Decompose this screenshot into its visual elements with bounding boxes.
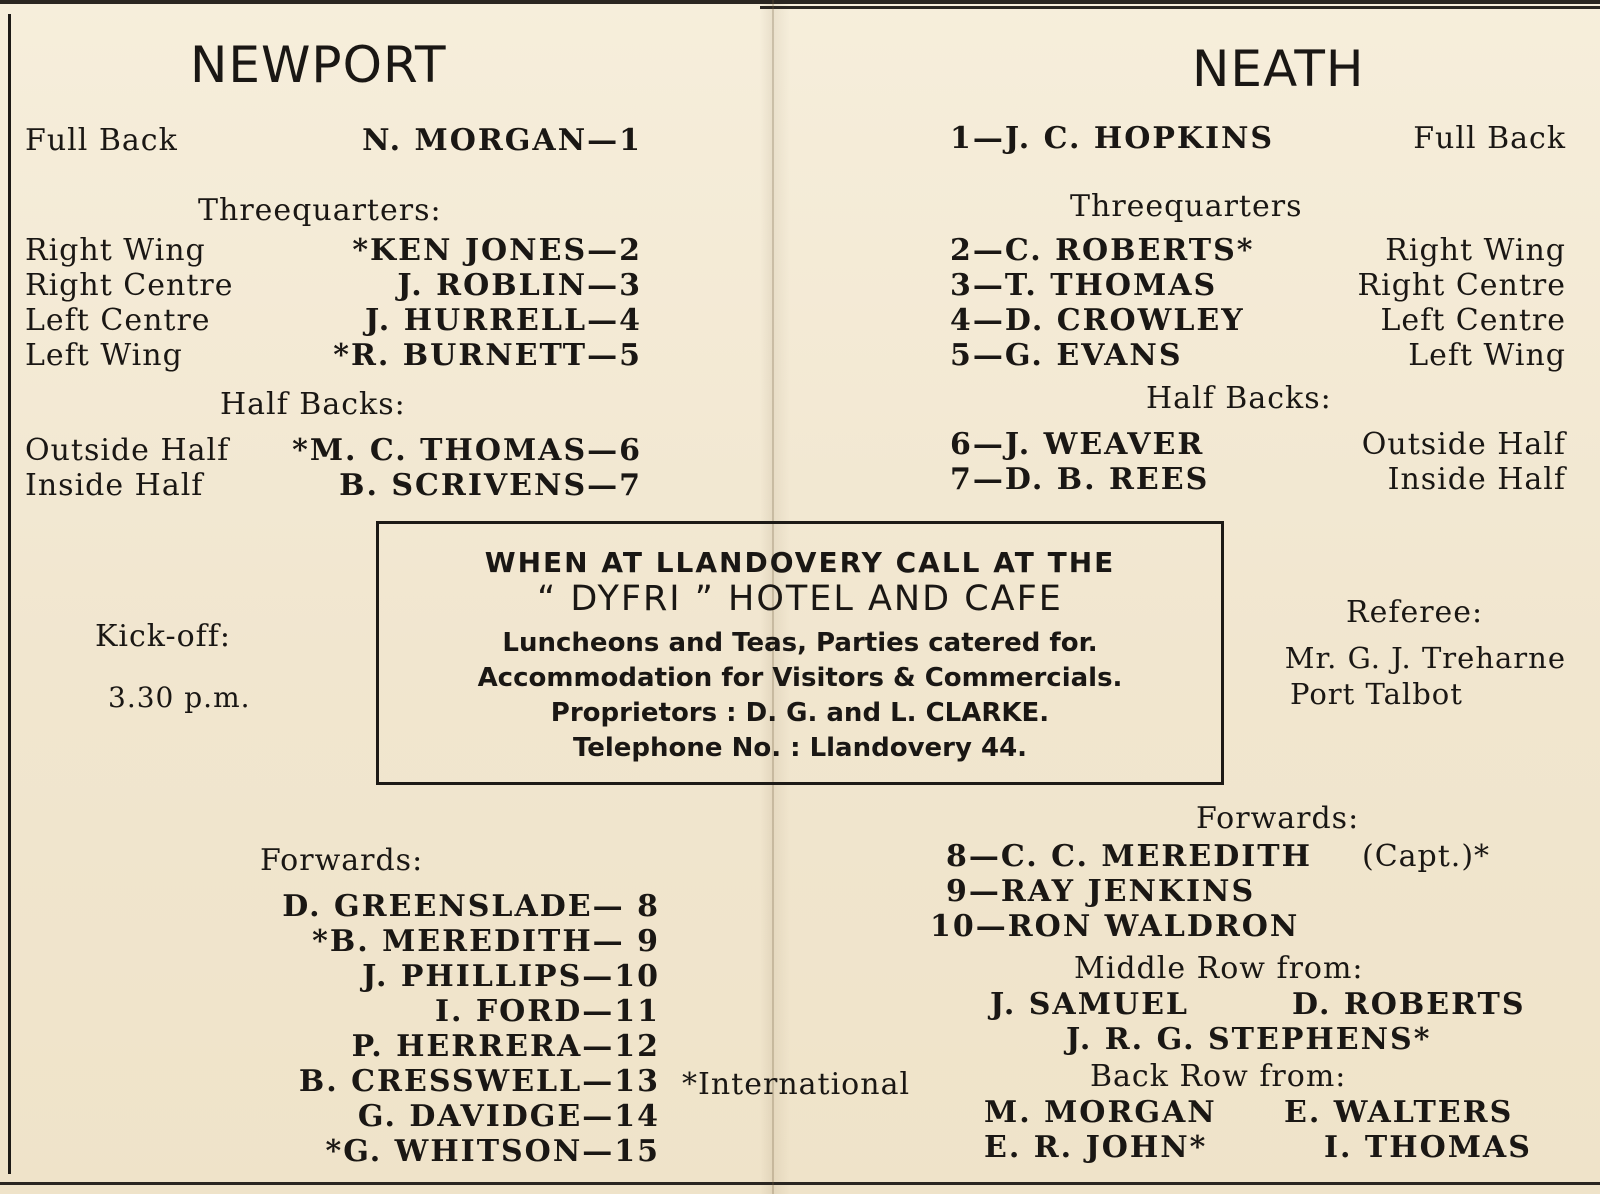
advert-line: Telephone No. : Llandovery 44.: [572, 733, 1028, 763]
away-player-name: 6—J. WEAVER: [950, 427, 1205, 462]
international-footnote: *International: [682, 1067, 911, 1102]
back-row-heading: Back Row from:: [1090, 1059, 1347, 1094]
away-player-name: 2—C. ROBERTS*: [950, 233, 1255, 268]
top-rule: [0, 0, 1600, 4]
away-forward: I. THOMAS: [1324, 1130, 1532, 1165]
advert-hotel-name: “ DYFRI ” HOTEL AND CAFE: [537, 579, 1063, 619]
advert-line: Luncheons and Teas, Parties catered for.: [502, 628, 1098, 658]
home-team-title: NEWPORT: [190, 36, 447, 94]
home-position-label: Outside Half: [25, 433, 230, 468]
away-forward: J. SAMUEL: [990, 987, 1190, 1022]
away-forward: 8—C. C. MEREDITH: [946, 839, 1312, 874]
home-threequarters-heading: Threequarters:: [198, 193, 442, 228]
home-forward: *G. WHITSON—15: [325, 1134, 660, 1169]
left-rule: [8, 14, 11, 1174]
home-position-label: Right Wing: [25, 233, 206, 268]
home-player-name: J. ROBLIN—3: [397, 268, 642, 303]
away-position-label: Right Wing: [1385, 233, 1566, 268]
away-position-label: Left Wing: [1408, 338, 1566, 373]
away-forwards-heading: Forwards:: [1196, 801, 1360, 836]
referee-label: Referee:: [1346, 595, 1484, 630]
kickoff-time: 3.30 p.m.: [108, 681, 251, 714]
home-player-name: *KEN JONES—2: [352, 233, 642, 268]
away-fullback-position: Full Back: [1413, 121, 1566, 156]
advert-line: Accommodation for Visitors & Commercials.: [477, 663, 1123, 693]
home-position-label: Inside Half: [25, 468, 204, 503]
away-forward: M. MORGAN: [984, 1095, 1217, 1130]
away-position-label: Right Centre: [1357, 268, 1566, 303]
advert-line: WHEN AT LLANDOVERY CALL AT THE: [484, 546, 1116, 579]
home-halfbacks-heading: Half Backs:: [220, 387, 406, 422]
home-fullback-position: Full Back: [25, 123, 178, 158]
away-forward: J. R. G. STEPHENS*: [1066, 1022, 1432, 1057]
away-position-label: Outside Half: [1361, 427, 1566, 462]
away-halfbacks-heading: Half Backs:: [1146, 381, 1332, 416]
home-player-name: *R. BURNETT—5: [333, 338, 642, 373]
advert-line: Proprietors : D. G. and L. CLARKE.: [550, 698, 1050, 728]
home-fullback-player: N. MORGAN—1: [362, 123, 642, 158]
top-rule-right: [760, 6, 1600, 9]
away-forward: E. R. JOHN*: [984, 1130, 1208, 1165]
captain-note: (Capt.)*: [1362, 839, 1491, 874]
away-threequarters-heading: Threequarters: [1070, 189, 1303, 224]
referee-name: Mr. G. J. Treharne: [1284, 641, 1566, 675]
away-fullback-player: 1—J. C. HOPKINS: [950, 121, 1275, 156]
away-player-name: 5—G. EVANS: [950, 338, 1183, 373]
away-position-label: Inside Half: [1387, 462, 1566, 497]
away-forward: D. ROBERTS: [1292, 987, 1526, 1022]
home-position-label: Left Centre: [25, 303, 211, 338]
home-forward: G. DAVIDGE—14: [357, 1099, 660, 1134]
bottom-rule: [0, 1182, 1600, 1185]
away-forward: E. WALTERS: [1284, 1095, 1514, 1130]
away-forward: 10—RON WALDRON: [930, 909, 1300, 944]
home-forwards-heading: Forwards:: [260, 843, 424, 878]
away-player-name: 4—D. CROWLEY: [950, 303, 1245, 338]
away-team-title: NEATH: [1192, 40, 1365, 98]
home-player-name: J. HURRELL—4: [364, 303, 642, 338]
home-forward: J. PHILLIPS—10: [362, 959, 660, 994]
away-forward: 9—RAY JENKINS: [946, 874, 1256, 909]
home-forward: *B. MEREDITH— 9: [312, 924, 660, 959]
away-player-name: 3—T. THOMAS: [950, 268, 1218, 303]
home-forward: D. GREENSLADE— 8: [282, 889, 660, 924]
away-position-label: Left Centre: [1380, 303, 1566, 338]
middle-row-heading: Middle Row from:: [1074, 951, 1364, 986]
home-forward: B. CRESSWELL—13: [298, 1064, 660, 1099]
kickoff-label: Kick-off:: [95, 619, 231, 654]
home-position-label: Left Wing: [25, 338, 183, 373]
away-player-name: 7—D. B. REES: [950, 462, 1210, 497]
home-position-label: Right Centre: [25, 268, 234, 303]
hotel-advert: [376, 521, 1224, 785]
home-forward: P. HERRERA—12: [351, 1029, 660, 1064]
home-player-name: *M. C. THOMAS—6: [292, 433, 642, 468]
referee-town: Port Talbot: [1290, 677, 1463, 711]
home-forward: I. FORD—11: [434, 994, 660, 1029]
home-player-name: B. SCRIVENS—7: [339, 468, 642, 503]
